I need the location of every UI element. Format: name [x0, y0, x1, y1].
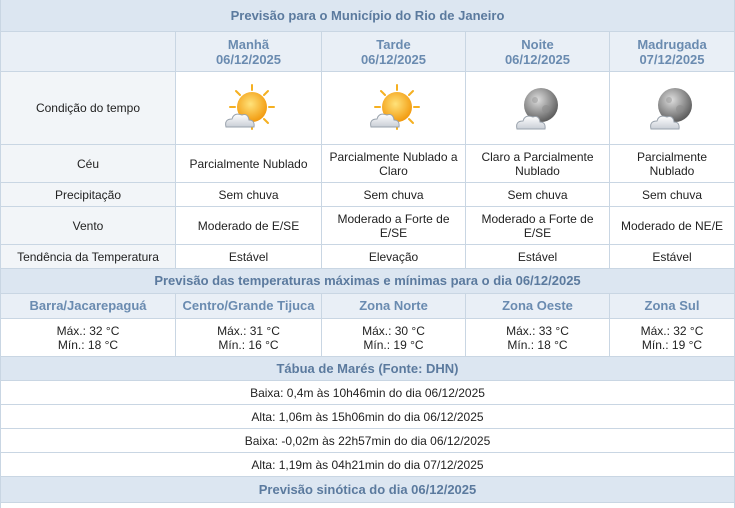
tide-entry: Baixa: -0,02m às 22h57min do dia 06/12/2025: [244, 433, 491, 448]
period-name: Madrugada: [637, 36, 707, 52]
zone-name: Centro/Grande Tijuca: [175, 294, 321, 318]
tides-title: Tábua de Marés (Fonte: DHN): [276, 360, 459, 376]
sun-cloud-icon: [367, 83, 421, 133]
zone-temps: [609, 319, 734, 356]
zones-header-row: [1, 294, 734, 319]
zone-temps: [175, 319, 321, 356]
zone-name: Barra/Jacarepaguá: [29, 298, 147, 313]
zone-name: Zona Sul: [609, 294, 734, 318]
temps-title: Previsão das temperaturas máximas e mínimas para o dia 06/12/2025: [154, 273, 581, 288]
trend-value: Elevação: [321, 245, 465, 268]
precip-value: Sem chuva: [465, 183, 609, 206]
synoptic-title-row: [1, 477, 734, 503]
wind-value: Moderado de E/SE: [175, 207, 321, 244]
wind-value: Moderado de NE/E: [609, 207, 734, 244]
zone-temps: [465, 319, 609, 356]
zone-max: Máx.: 30 °C: [362, 323, 425, 338]
temps-title-row: [1, 269, 734, 294]
period-header-afternoon: [321, 32, 465, 71]
precip-row: [1, 183, 734, 207]
sky-row: [1, 145, 734, 183]
header-blank: [1, 32, 175, 71]
trend-value: Estável: [609, 245, 734, 268]
period-date: 06/12/2025: [360, 51, 427, 67]
trend-value: Estável: [465, 245, 609, 268]
tide-entry: Alta: 1,19m às 04h21min do dia 07/12/2025: [251, 457, 484, 472]
condition-cell: [321, 72, 465, 144]
zone-max: Máx.: 33 °C: [506, 323, 569, 338]
tide-row: [1, 429, 734, 453]
period-header-morning: [175, 32, 321, 71]
condition-label: Condição do tempo: [1, 72, 175, 144]
moon-cloud-icon: [511, 83, 565, 133]
synoptic-title: Previsão sinótica do dia 06/12/2025: [258, 481, 477, 497]
period-name: Noite: [521, 36, 554, 52]
trend-row: [1, 245, 734, 269]
trend-label: Tendência da Temperatura: [1, 245, 175, 268]
page-title: Previsão para o Município do Rio de Janeiro: [230, 7, 505, 23]
zone-temps: [321, 319, 465, 356]
zone-name: Zona Norte: [321, 294, 465, 318]
tides-title-row: [1, 357, 734, 381]
tide-row: [1, 453, 734, 477]
zone-max: Máx.: 31 °C: [217, 323, 280, 338]
zone-min: Mín.: 19 °C: [363, 337, 424, 352]
tide-row: [1, 405, 734, 429]
precip-value: Sem chuva: [321, 183, 465, 206]
period-header-night: [465, 32, 609, 71]
sun-cloud-icon: [222, 83, 276, 133]
moon-cloud-icon: [645, 83, 699, 133]
tide-row: [1, 381, 734, 405]
sky-value: Claro a Parcialmente Nublado: [465, 145, 609, 182]
wind-label: Vento: [1, 207, 175, 244]
tide-entry: Alta: 1,06m às 15h06min do dia 06/12/2025: [251, 409, 484, 424]
sky-value: Parcialmente Nublado: [609, 145, 734, 182]
period-date: 06/12/2025: [504, 51, 571, 67]
zone-min: Mín.: 18 °C: [57, 337, 119, 352]
period-date: 06/12/2025: [215, 51, 282, 67]
zone-min: Mín.: 18 °C: [507, 337, 568, 352]
zone-name: Zona Oeste: [465, 294, 609, 318]
precip-value: Sem chuva: [175, 183, 321, 206]
zone-max: Máx.: 32 °C: [640, 323, 704, 338]
period-date: 07/12/2025: [639, 51, 705, 67]
condition-row: [1, 72, 734, 145]
trend-value: Estável: [175, 245, 321, 268]
period-name: Tarde: [376, 36, 411, 52]
sky-value: Parcialmente Nublado a Claro: [321, 145, 465, 182]
precip-value: Sem chuva: [609, 183, 734, 206]
condition-cell: [465, 72, 609, 144]
condition-cell: [175, 72, 321, 144]
zone-min: Mín.: 16 °C: [218, 337, 279, 352]
sky-label: Céu: [1, 145, 175, 182]
wind-value: Moderado a Forte de E/SE: [465, 207, 609, 244]
sky-value: Parcialmente Nublado: [175, 145, 321, 182]
period-name: Manhã: [227, 36, 270, 52]
zones-temps-row: [1, 319, 734, 357]
tide-entry: Baixa: 0,4m às 10h46min do dia 06/12/2025: [250, 385, 485, 400]
period-header-dawn: [609, 32, 734, 71]
wind-value: Moderado a Forte de E/SE: [321, 207, 465, 244]
zone-temps: [1, 319, 175, 356]
zone-max: Máx.: 32 °C: [56, 323, 120, 338]
precip-label: Precipitação: [1, 183, 175, 206]
condition-cell: [609, 72, 734, 144]
zone-min: Mín.: 19 °C: [641, 337, 703, 352]
period-header-row: [1, 32, 734, 72]
wind-row: [1, 207, 734, 245]
title-row: [1, 0, 734, 32]
